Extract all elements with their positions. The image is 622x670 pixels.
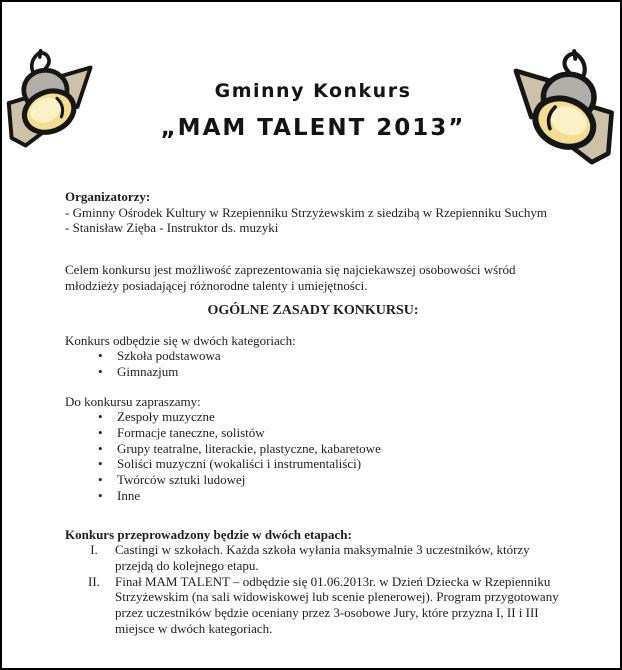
- bullet-icon: •: [98, 472, 103, 488]
- categories-label: Konkurs odbędzie się w dwóch kategoriach:: [65, 332, 296, 348]
- page-title: [2, 81, 622, 141]
- list-item: [65, 425, 602, 441]
- list-item: [65, 472, 602, 488]
- title-line1: Gminny Konkurs: [214, 80, 412, 102]
- stages-heading: Konkurs przeprowadzony będzie w dwóch etapach:: [65, 526, 352, 542]
- list-item-label: Grupy teatralne, literackie, plastyczne, kabaretowe: [117, 440, 381, 456]
- list-item: [65, 456, 602, 472]
- list-item: [65, 364, 602, 380]
- list-item-label: Szkoła podstawowa: [117, 348, 221, 364]
- stage-line: Castingi w szkołach. Każda szkoła wyłania maksymalnie 3 uczestników, którzy: [115, 542, 530, 558]
- list-item-label: Formacje taneczne, solistów: [117, 425, 265, 441]
- bullet-icon: •: [98, 409, 103, 425]
- organizer-line: - Stanisław Zięba - Instruktor ds. muzyki: [65, 220, 279, 236]
- title-line2: „MAM TALENT 2013”: [160, 115, 466, 141]
- stage-numeral: I.: [90, 542, 98, 558]
- bullet-icon: •: [98, 456, 103, 472]
- invited-label: Do konkursu zapraszamy:: [65, 393, 201, 409]
- bullet-icon: •: [98, 487, 103, 503]
- stage-text: [115, 542, 602, 573]
- stage-line: Strzyżewskim (na sali widowiskowej lub scenie plenerowej). Program przygotowany: [115, 589, 559, 605]
- list-item: [65, 441, 602, 457]
- organizers-heading: Organizatorzy:: [65, 189, 151, 204]
- list-item-label: Gimnazjum: [117, 363, 179, 379]
- stage-text: [115, 574, 602, 637]
- list-item-label: Twórców sztuki ludowej: [117, 472, 246, 488]
- bullet-icon: •: [98, 363, 103, 379]
- bullet-icon: •: [98, 425, 103, 441]
- stage-line: Finał MAM TALENT – odbędzie się 01.06.2013r. w Dzień Dziecka w Rzepienniku: [115, 573, 551, 589]
- bullet-icon: •: [98, 348, 103, 364]
- rules-heading: OGÓLNE ZASADY KONKURSU:: [207, 302, 419, 318]
- list-item: [65, 409, 602, 425]
- list-item-label: Soliści muzyczni (wokaliści i instrumentaliści): [117, 456, 362, 472]
- bullet-icon: •: [98, 440, 103, 456]
- stage-item: [65, 574, 602, 637]
- list-item: [65, 348, 602, 364]
- list-item: [65, 488, 602, 504]
- stage-item: [65, 542, 602, 573]
- stage-line: miejsce w dwóch kategoriach.: [115, 620, 273, 636]
- stage-line: przejdą do kolejnego etapu.: [115, 557, 259, 573]
- intro-line: młodzieży posiadającej różnorodne talenty i umiejętności.: [65, 277, 368, 293]
- stage-line: przez uczestników będzie oceniany przez 3-osobowe Jury, które przyzna I, II i III: [115, 605, 539, 621]
- list-item-label: Zespoły muzyczne: [117, 409, 215, 425]
- document-body: [65, 189, 602, 636]
- organizer-line: - Gminny Ośrodek Kultury w Rzepienniku Strzyżewskim z siedzibą w Rzepienniku Suchym: [65, 204, 547, 220]
- list-item-label: Inne: [117, 487, 141, 503]
- intro-paragraph: [65, 262, 602, 293]
- stage-numeral: II.: [88, 573, 100, 589]
- intro-line: Celem konkursu jest możliwość zaprezentowania się najciekawszej osobowości wśród: [65, 262, 516, 278]
